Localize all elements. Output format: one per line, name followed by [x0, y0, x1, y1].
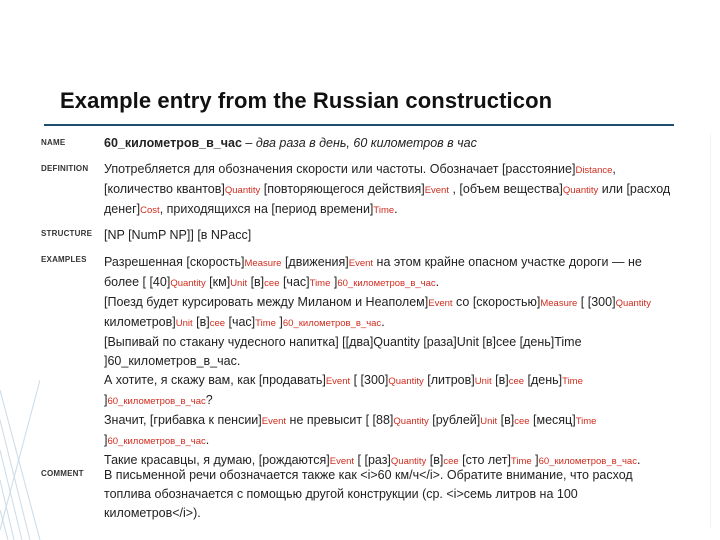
title-divider: [44, 124, 674, 126]
example-line: [Поезд будет курсировать между Миланом и Неаполем]Event со [скоростью]Measure [ [300]Quantity: [104, 295, 651, 309]
label-definition: DEFINITION: [41, 164, 89, 173]
entry-comment: [104, 466, 704, 523]
example-line: ]60_километров_в_час?: [104, 393, 213, 407]
label-name: NAME: [41, 138, 66, 147]
comment-line: В письменной речи обозначается также как <i>60 км/ч</i>. Обратите внимание, что расход: [104, 468, 633, 482]
example-line: ]60_километров_в_час.: [104, 433, 210, 447]
example-line: Значит, [грибавка к пенсии]Event не превысит [ [88]Quantity [рублей]Unit [в]сее [месяц]Time: [104, 413, 597, 427]
entry-structure: [NP [NumP NP]] [в NPacc]: [104, 228, 252, 242]
label-examples: EXAMPLES: [41, 255, 87, 264]
entry-name: [104, 134, 704, 153]
definition-line: Употребляется для обозначения скорости или частоты. Обозначает [расстояние]Distance,: [104, 162, 616, 176]
comment-line: километров</i>).: [104, 506, 201, 520]
label-comment: COMMENT: [41, 469, 84, 478]
definition-line: [количество квантов]Quantity [повторяющегося действия]Event , [объем вещества]Quantity или [расход: [104, 182, 671, 196]
slide-title: Example entry from the Russian constructicon: [60, 88, 553, 113]
example-line: А хотите, я скажу вам, как [продавать]Event [ [300]Quantity [литров]Unit [в]сее [день]Time: [104, 373, 583, 387]
comment-line: топлива обозначается с помощью другой конструкции (ср. <i>семь литров на 100: [104, 487, 578, 501]
decorative-corner-graphic: [0, 380, 42, 540]
example-line: километров]Unit [в]сее [час]Time ]60_километров_в_час.: [104, 315, 385, 329]
construction-name: 60_километров_в_час: [104, 136, 242, 150]
definition-line: денег]Cost, приходящихся на [период времени]Time.: [104, 202, 398, 216]
example-line: [Выпивай по стакану чудесного напитка] [[два]Quantity [раза]Unit [в]сее [день]Time: [104, 335, 582, 349]
example-line: Разрешенная [скорость]Measure [движения]Event на этом крайне опасном участке дороги — не: [104, 255, 642, 269]
example-line: ]60_километров_в_час.: [104, 354, 241, 368]
constructicon-entry: [40, 133, 711, 528]
example-line: Такие красавцы, я думаю, [рождаются]Event [ [раз]Quantity [в]сее [сто лет]Time ]60_километров_в_час.: [104, 453, 641, 467]
example-line: более [ [40]Quantity [км]Unit [в]сее [час]Time ]60_километров_в_час.: [104, 275, 440, 289]
entry-examples: [104, 253, 704, 471]
entry-definition: [104, 160, 704, 220]
label-structure: STRUCTURE: [41, 229, 93, 238]
construction-gloss: – два раза в день, 60 километров в час: [245, 136, 477, 150]
